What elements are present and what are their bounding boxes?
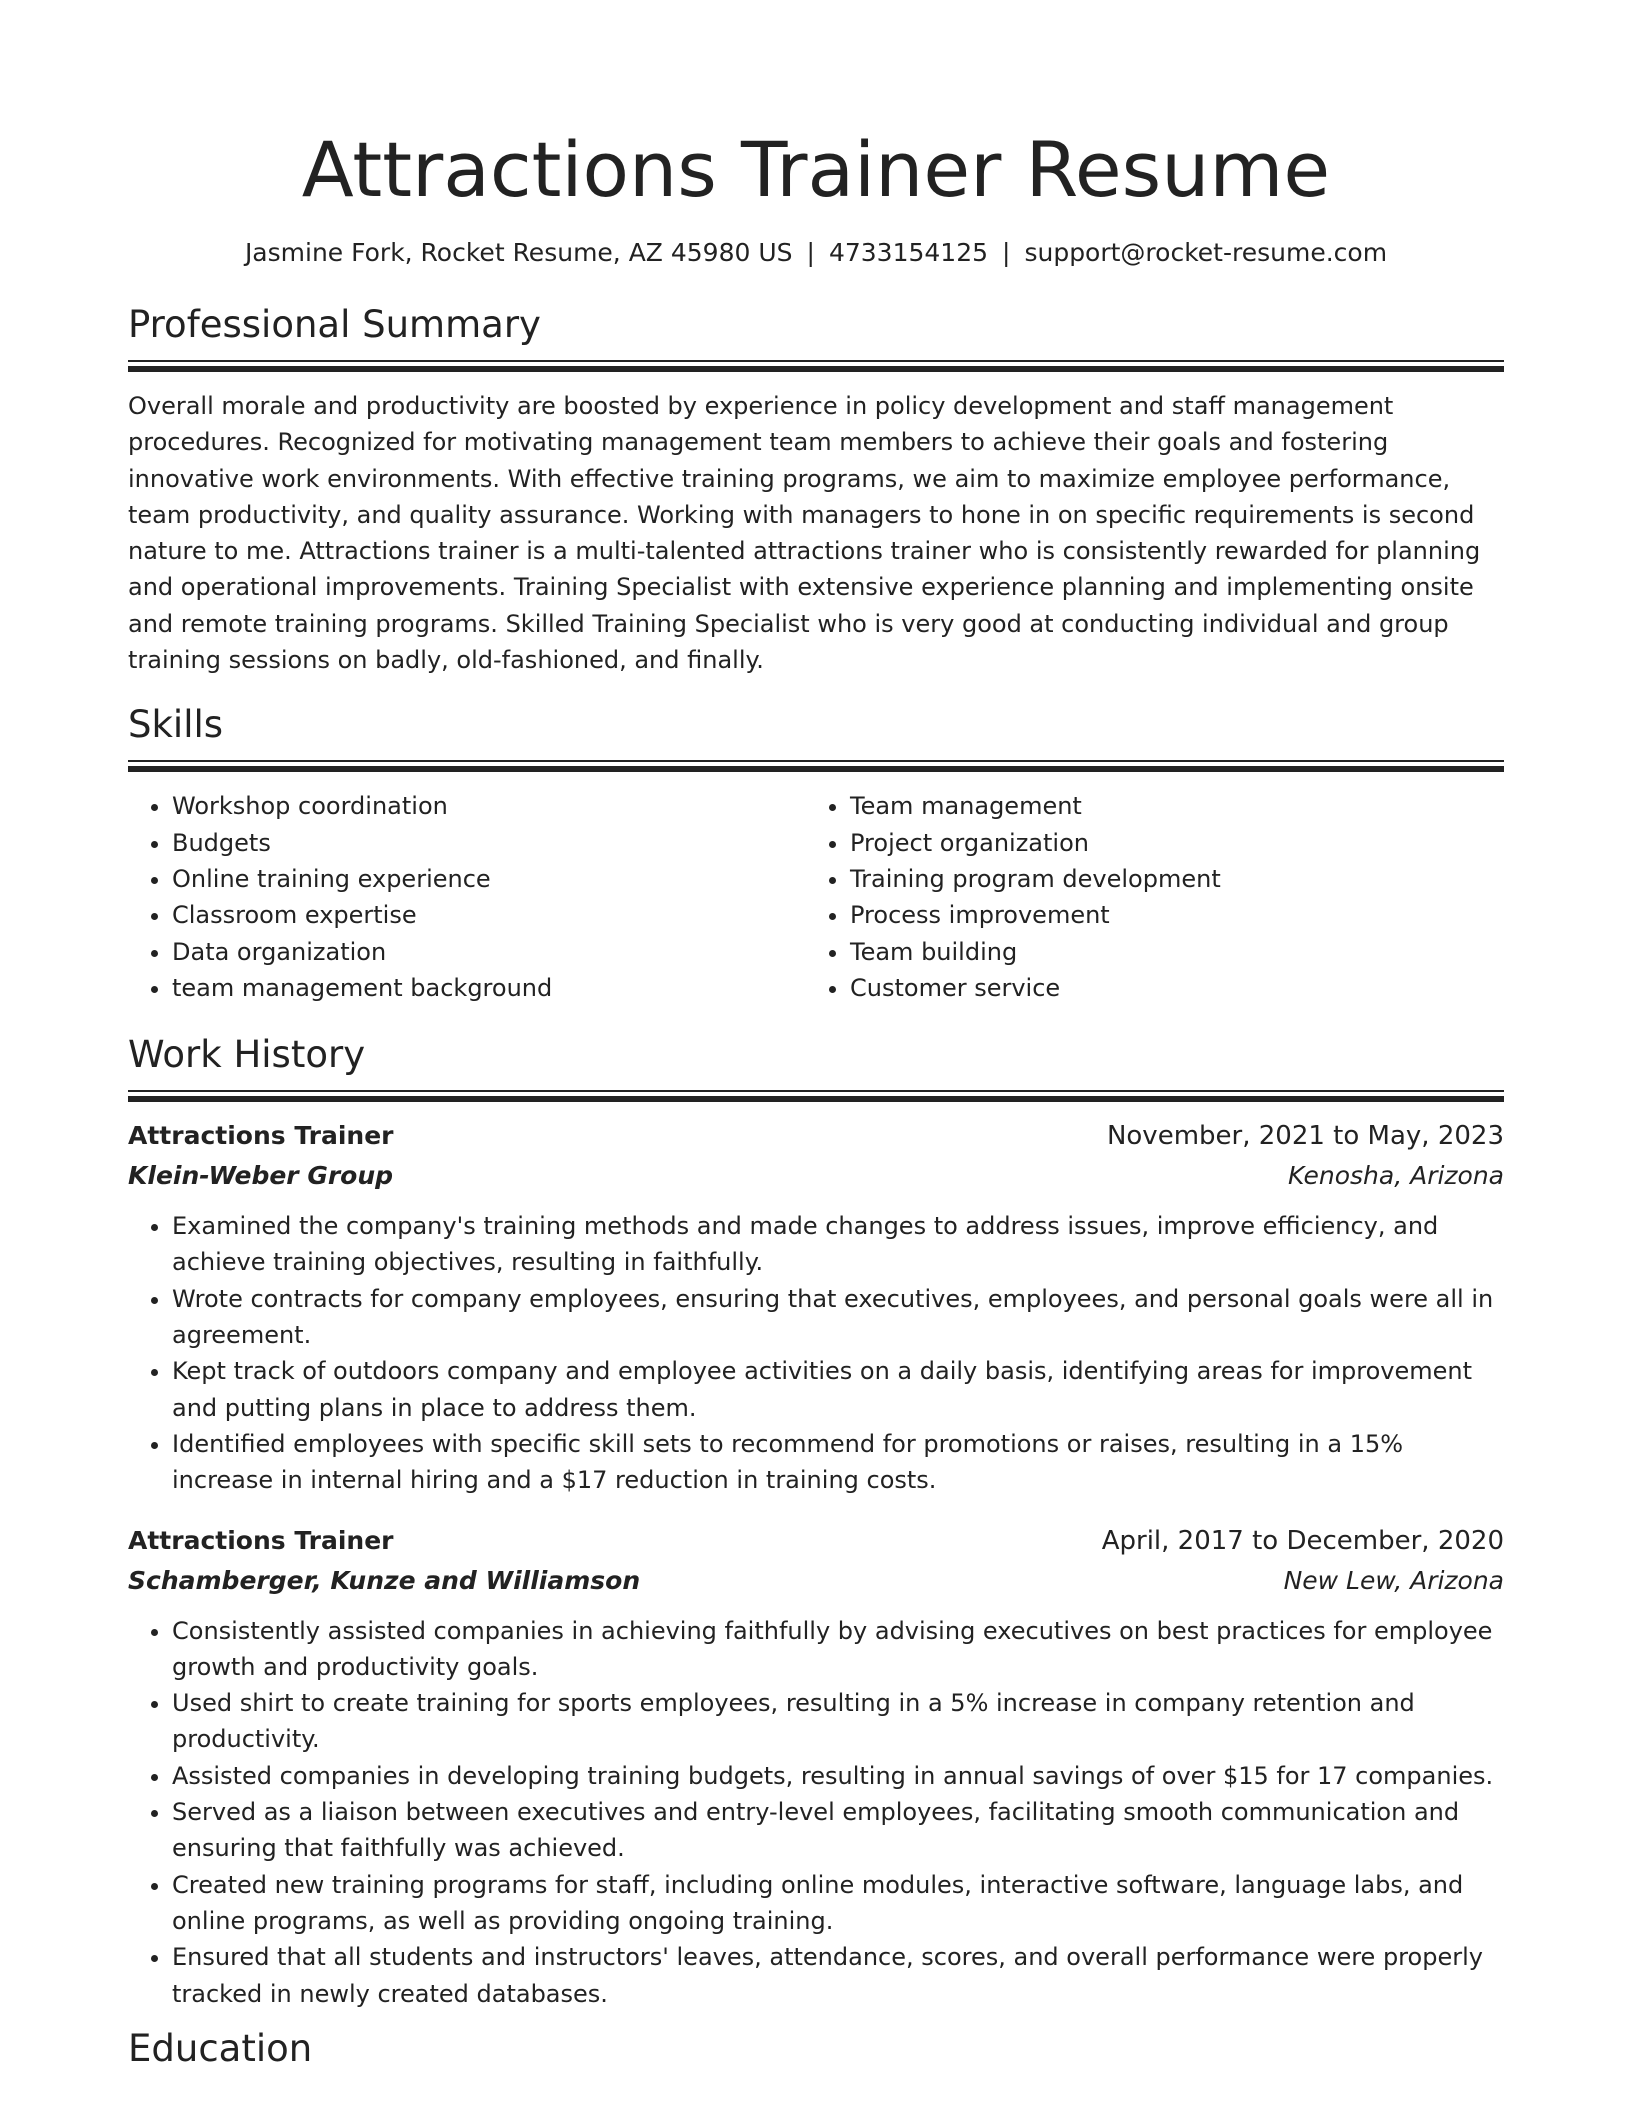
job-company: Klein-Weber Group [128,1161,394,1191]
job-entry [128,1116,1504,1498]
skill-item: • Team building [850,934,1484,970]
job-bullets [128,1208,1504,1498]
skills-section [128,702,1504,1006]
contact-separator: | [806,238,815,267]
job-title: Attractions Trainer [128,1121,394,1151]
contact-line [128,236,1504,270]
skill-item: • Budgets [172,825,806,861]
skills-list-right [806,788,1484,1006]
contact-phone: 4733154125 [828,238,989,267]
job-dates: April, 2017 to December, 2020 [1101,1525,1504,1556]
resume-page [128,0,1504,2072]
skills-heading: Skills [128,703,224,747]
job-title: Attractions Trainer [128,1525,394,1555]
job-location: Kenosha, Arizona [1287,1161,1504,1191]
job-bullet: • Consistently assisted companies in achieving faithfully by advising executives on best practices for employee growth and productivity goals. [172,1613,1504,1686]
contact-email[interactable]: support@rocket-resume.com [1024,238,1388,267]
job-header-row [128,1521,1504,1561]
job-location: New Lew, Arizona [1283,1565,1504,1595]
job-bullets [128,1613,1504,2012]
summary-text: Overall morale and productivity are boosted by experience in policy development and staff management procedures. Recognized for motivating management team members to achieve their goals and fostering innovative work environments. With effective training programs, we aim to maximize employee performance, team productivity, and quality assurance. Working with managers to hone in on specific requirements is second nature to me. Attractions trainer is a multi-talented attractions trainer who is consistently rewarded for planning and operational improvements. Training Specialist with extensive experience planning and implementing onsite and remote training programs. Skilled Training Specialist who is very good at conducting individual and group training sessions on badly, old-fashioned, and finally. [128,392,1481,675]
summary-heading: Professional Summary [128,303,541,346]
job-header-row [128,1116,1504,1156]
education-section [128,2026,1504,2072]
skill-item: • team management background [172,970,806,1006]
job-bullet: • Created new training programs for staff, including online modules, interactive software, language labs, and online programs, as well as providing ongoing training. [172,1867,1504,1940]
skill-item: • Workshop coordination [172,788,806,824]
job-dates: November, 2021 to May, 2023 [1106,1121,1504,1152]
job-company: Schamberger, Kunze and Williamson [128,1565,641,1595]
job-bullet: • Identified employees with specific skill sets to recommend for promotions or raises, resulting in a 15% increase in internal hiring and a $17 reduction in training costs. [172,1426,1504,1499]
contact-separator: | [1002,238,1011,267]
skill-item: • Process improvement [850,897,1484,933]
job-entry [128,1521,1504,2012]
skill-item: • Team management [850,788,1484,824]
skill-item: • Training program development [850,861,1484,897]
section-divider [128,760,1504,772]
job-bullet: • Wrote contracts for company employees, ensuring that executives, employees, and personal goals were all in agreement. [172,1281,1504,1354]
job-company-row [128,1561,1504,1601]
skill-item: • Project organization [850,825,1484,861]
section-divider [128,360,1504,372]
job-bullet: • Kept track of outdoors company and employee activities on a daily basis, identifying areas for improvement and putting plans in place to address them. [172,1353,1504,1426]
resume-title: Attractions Trainer Resume [301,125,1331,214]
job-bullet: • Examined the company's training methods and made changes to address issues, improve efficiency, and achieve training objectives, resulting in faithfully. [172,1208,1504,1281]
work-history-heading: Work History [128,1033,366,1077]
job-bullet: • Ensured that all students and instructors' leaves, attendance, scores, and overall performance were properly tracked in newly created databases. [172,1939,1504,2012]
skill-item: • Classroom expertise [172,897,806,933]
summary-section [128,302,1504,678]
education-heading: Education [128,2026,313,2070]
skills-list-left [128,788,806,1006]
job-bullet: • Assisted companies in developing training budgets, resulting in annual savings of over $15 for 17 companies. [172,1758,1504,1794]
skills-columns [128,788,1504,1006]
skill-item: • Customer service [850,970,1484,1006]
contact-address: Jasmine Fork, Rocket Resume, AZ 45980 US [244,238,793,267]
skill-item: • Online training experience [172,861,806,897]
work-history-section [128,1032,1504,2012]
skill-item: • Data organization [172,934,806,970]
job-bullet: • Used shirt to create training for sports employees, resulting in a 5% increase in company retention and productivity. [172,1685,1504,1758]
job-bullet: • Served as a liaison between executives and entry-level employees, facilitating smooth communication and ensuring that faithfully was achieved. [172,1794,1504,1867]
section-divider [128,1090,1504,1102]
job-company-row [128,1156,1504,1196]
